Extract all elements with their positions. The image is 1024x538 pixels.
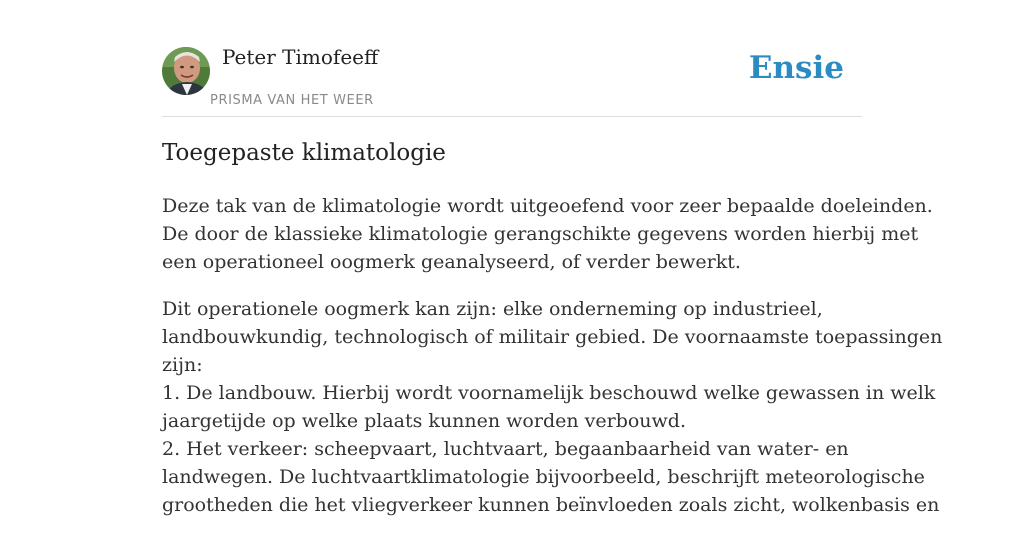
paragraph xyxy=(162,295,943,519)
text-line: landbouwkundig, technologisch of militair gebied. De voornaamste toepassingen xyxy=(162,326,943,348)
author-avatar[interactable] xyxy=(162,47,210,95)
paragraph xyxy=(162,192,933,276)
text-line: landwegen. De luchtvaartklimatologie bijvoorbeeld, beschrijft meteorologische xyxy=(162,466,925,488)
text-line: zijn: xyxy=(162,354,203,376)
article-header xyxy=(162,0,862,117)
article-title: Toegepaste klimatologie xyxy=(162,140,446,166)
source-label[interactable]: PRISMA VAN HET WEER xyxy=(210,93,374,108)
author-name[interactable]: Peter Timofeeff xyxy=(222,45,379,69)
text-line: Deze tak van de klimatologie wordt uitgeoefend voor zeer bepaalde doeleinden. xyxy=(162,195,933,217)
text-line: 2. Het verkeer: scheepvaart, luchtvaart, begaanbaarheid van water- en xyxy=(162,438,849,460)
text-line: een operationeel oogmerk geanalyseerd, of verder bewerkt. xyxy=(162,251,741,273)
text-line: jaargetijde op welke plaats kunnen worden verbouwd. xyxy=(162,410,687,432)
text-line: Dit operationele oogmerk kan zijn: elke onderneming op industrieel, xyxy=(162,298,823,320)
text-line: 1. De landbouw. Hierbij wordt voornamelijk beschouwd welke gewassen in welk xyxy=(162,382,936,404)
ensie-logo[interactable]: Ensie xyxy=(748,50,844,86)
article-container xyxy=(162,0,943,516)
text-line: grootheden die het vliegverkeer kunnen beïnvloeden zoals zicht, wolkenbasis en xyxy=(162,494,940,516)
author-photo xyxy=(162,47,210,95)
article-body xyxy=(162,192,943,538)
text-line: De door de klassieke klimatologie gerangschikte gegevens worden hierbij met xyxy=(162,223,919,245)
